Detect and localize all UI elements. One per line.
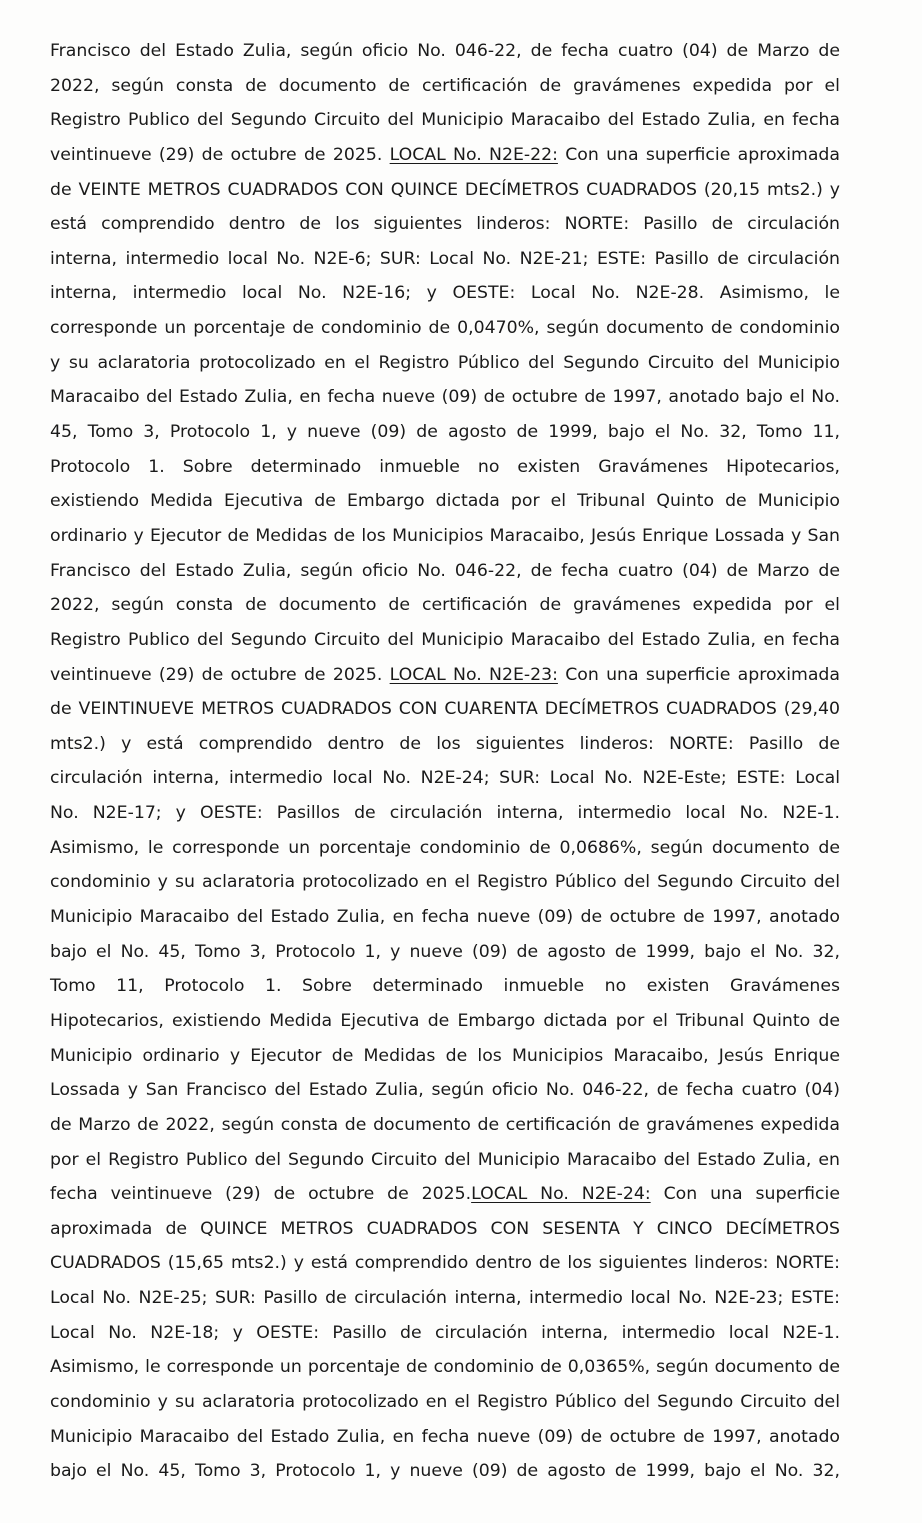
local-heading: LOCAL No. N2E-23: [389,664,558,685]
document-line: Registro Publico del Segundo Circuito del Municipio Maracaibo del Estado Zulia, en fecha [50,110,840,131]
document-line: por el Registro Publico del Segundo Circuito del Municipio Maracaibo del Estado Zulia, en [50,1149,840,1170]
document-line: ordinario y Ejecutor de Medidas de los Municipios Maracaibo, Jesús Enrique Lossada y San [50,525,840,546]
local-heading: LOCAL No. N2E-24: [471,1184,651,1205]
line-text: veintinueve (29) de octubre de 2025. [50,664,390,685]
document-line: de VEINTE METROS CUADRADOS CON QUINCE DECÍMETROS CUADRADOS (20,15 mts2.) y [50,179,840,200]
document-body [50,34,840,1489]
document-line: aproximada de QUINCE METROS CUADRADOS CON SESENTA Y CINCO DECÍMETROS [50,1218,840,1239]
document-line [50,138,840,173]
document-line: condominio y su aclaratoria protocolizado en el Registro Público del Segundo Circuito del [50,872,840,893]
document-line [50,1177,840,1212]
document-line: 2022, según consta de documento de certificación de gravámenes expedida por el [50,75,840,96]
document-line: interna, intermedio local No. N2E-16; y OESTE: Local No. N2E-28. Asimismo, le [50,283,840,304]
document-line: Registro Publico del Segundo Circuito del Municipio Maracaibo del Estado Zulia, en fecha [50,629,840,650]
document-line: de VEINTINUEVE METROS CUADRADOS CON CUARENTA DECÍMETROS CUADRADOS (29,40 [50,699,840,720]
line-text: Con una superficie aproximada [557,144,840,165]
document-line: circulación interna, intermedio local No. N2E-24; SUR: Local No. N2E-Este; ESTE: Local [50,768,840,789]
line-text: veintinueve (29) de octubre de 2025. [50,144,390,165]
document-line: de Marzo de 2022, según consta de documento de certificación de gravámenes expedida [50,1114,840,1135]
document-line: Hipotecarios, existiendo Medida Ejecutiva de Embargo dictada por el Tribunal Quinto de [50,1010,840,1031]
line-text: Con una superficie aproximada [557,664,840,685]
document-line [50,658,840,693]
line-text: fecha veintinueve (29) de octubre de 2025. [50,1184,472,1205]
document-line: Asimismo, le corresponde un porcentaje condominio de 0,0686%, según documento de [50,837,840,858]
document-line: 45, Tomo 3, Protocolo 1, y nueve (09) de agosto de 1999, bajo el No. 32, Tomo 11, [50,422,840,443]
document-line: No. N2E-17; y OESTE: Pasillos de circulación interna, intermedio local No. N2E-1. [50,803,840,824]
document-line: Francisco del Estado Zulia, según oficio No. 046-22, de fecha cuatro (04) de Marzo de [50,41,840,61]
document-line: Municipio ordinario y Ejecutor de Medidas de los Municipios Maracaibo, Jesús Enrique [50,1045,840,1066]
document-line: y su aclaratoria protocolizado en el Registro Público del Segundo Circuito del Municipio [50,352,840,373]
document-line: Francisco del Estado Zulia, según oficio No. 046-22, de fecha cuatro (04) de Marzo de [50,560,840,581]
document-line: mts2.) y está comprendido dentro de los siguientes linderos: NORTE: Pasillo de [50,733,840,754]
document-line: corresponde un porcentaje de condominio de 0,0470%, según documento de condominio [50,318,840,339]
document-line: Local No. N2E-18; y OESTE: Pasillo de circulación interna, intermedio local N2E-1. [50,1322,840,1343]
document-line: CUADRADOS (15,65 mts2.) y está comprendido dentro de los siguientes linderos: NORTE: [50,1253,840,1274]
document-line: Asimismo, le corresponde un porcentaje de condominio de 0,0365%, según documento de [50,1357,840,1378]
document-line: 2022, según consta de documento de certificación de gravámenes expedida por el [50,595,840,616]
document-line: existiendo Medida Ejecutiva de Embargo dictada por el Tribunal Quinto de Municipio [50,491,840,512]
document-line: Municipio Maracaibo del Estado Zulia, en fecha nueve (09) de octubre de 1997, anotado [50,1426,840,1447]
document-line: interna, intermedio local No. N2E-6; SUR: Local No. N2E-21; ESTE: Pasillo de circulación [50,248,840,269]
document-line: condominio y su aclaratoria protocolizado en el Registro Público del Segundo Circuito del [50,1391,840,1412]
local-heading: LOCAL No. N2E-22: [389,144,558,165]
document-line: bajo el No. 45, Tomo 3, Protocolo 1, y nueve (09) de agosto de 1999, bajo el No. 32, [50,941,840,962]
document-line: Municipio Maracaibo del Estado Zulia, en fecha nueve (09) de octubre de 1997, anotado [50,907,840,928]
document-line: Lossada y San Francisco del Estado Zulia, según oficio No. 046-22, de fecha cuatro (04) [50,1080,840,1101]
document-line: Protocolo 1. Sobre determinado inmueble no existen Gravámenes Hipotecarios, [50,456,840,477]
line-text: Con una superficie [650,1184,840,1205]
document-line: Local No. N2E-25; SUR: Pasillo de circulación interna, intermedio local No. N2E-23; ESTE: [50,1288,840,1309]
document-line: Maracaibo del Estado Zulia, en fecha nueve (09) de octubre de 1997, anotado bajo el No. [50,387,840,408]
document-line: está comprendido dentro de los siguientes linderos: NORTE: Pasillo de circulación [50,214,840,235]
document-line: bajo el No. 45, Tomo 3, Protocolo 1, y nueve (09) de agosto de 1999, bajo el No. 32, [50,1461,840,1482]
document-line: Tomo 11, Protocolo 1. Sobre determinado inmueble no existen Gravámenes [50,976,840,997]
